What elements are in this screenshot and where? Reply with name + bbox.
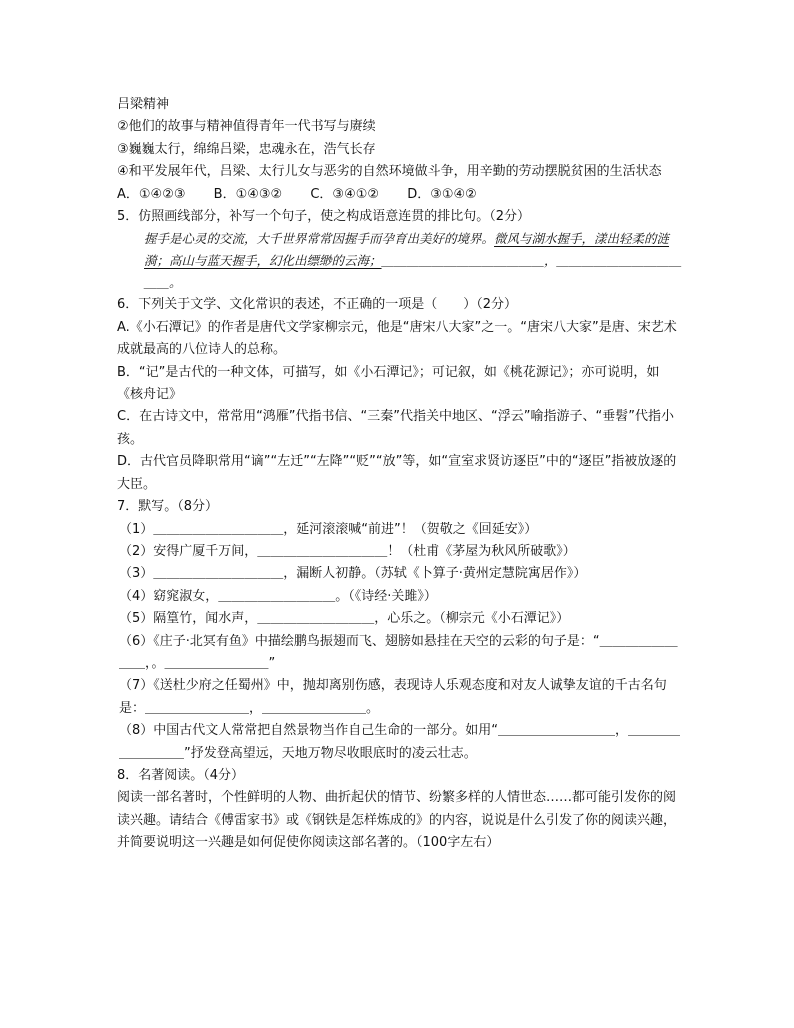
q7-item: （7）《送杜少府之任蜀州》中，抛却离别伤感，表现诗人乐观态度和对友人诚挚友谊的千古名句是：＿＿＿＿＿＿＿＿，＿＿＿＿＿＿＿＿。 [119,678,667,716]
text-line: ②他们的故事与精神值得青年一代书写与赓续 [117,119,376,135]
q6-option-b: B．“记”是古代的一种文体，可描写，如《小石潭记》；可记叙，如《桃花源记》；亦可说明，如《核舟记》 [117,364,660,403]
q5-text-underlined: 微风与湖水握手，漾出轻柔的涟漪；高山与蓝天握手，幻化出缥缈的云海； [144,231,670,269]
q5-stem: 5．仿照画线部分，补写一个句子，使之构成语意连贯的排比句。（2分） [117,209,531,225]
option-b: B．①④③② [213,186,283,202]
q6-option-a: A.《小石潭记》的作者是唐代文学家柳宗元，他是“唐宋八大家”之一。“唐宋八大家”是唐、宋艺术成就最高的八位诗人的总称。 [117,319,677,358]
q6-stem: 6．下列关于文学、文化常识的表述，不正确的一项是（ ）（2分） [117,297,518,313]
q7-item: （6）《庄子·北冥有鱼》中描绘鹏鸟振翅而飞、翅膀如悬挂在天空的云彩的句子是：“＿＿＿＿＿＿＿＿，。＿＿＿＿＿＿＿＿” [119,633,678,671]
q5-blank-2: ＿＿＿＿＿＿＿＿＿＿＿＿。 [144,253,682,291]
q8-body: 阅读一部名著时，个性鲜明的人物、曲折起伏的情节、纷繁多样的人情世态……都可能引发你的阅读兴趣。请结合《傅雷家书》或《钢铁是怎样炼成的》的内容，说说是什么引发了你的阅读兴趣，并简要说明这一兴趣是如何促使你阅读这部名著的。（100字左右） [117,790,677,851]
q8-stem: 8．名著阅读。（4分） [117,767,245,783]
q6-option-c: C．在古诗文中，常常用“鸿雁”代指书信、“三秦”代指关中地区、“浮云”喻指游子、“垂髫”代指小孩。 [117,409,674,447]
option-a: A．①④②③ [117,186,186,202]
option-d: D．③①④② [407,186,477,202]
text-line: ④和平发展年代，吕梁、太行儿女与恶劣的自然环境做斗争，用辛勤的劳动摆脱贫困的生活状态 [117,164,662,180]
text-line: 吕梁精神 [117,97,170,112]
q5-passage [117,228,682,294]
q6-option-d: D．古代官员降职常用“谪”“左迁”“左降”“贬”“放”等，如“宣室求贤访逐臣”中的“逐臣”指被放逐的大臣。 [117,454,677,492]
q7-item: （1）＿＿＿＿＿＿＿＿＿＿，延河滚滚喊“前进”！（贺敬之《回延安》） [119,521,538,537]
q7-item: （4）窈窕淑女，＿＿＿＿＿＿＿＿＿。（《诗经·关雎》） [119,588,437,604]
q4-options [117,184,682,206]
q5-blank-1: ＿＿＿＿＿＿＿＿＿＿＿＿＿， [381,253,557,269]
q7-stem: 7．默写。（8分） [117,499,219,515]
q5-text-plain: 握手是心灵的交流，大千世界常常因握手而孕育出美好的境界。 [144,231,495,247]
q7-item: （8）中国古代文人常常把自然景物当作自己生命的一部分。如用“＿＿＿＿＿＿＿＿＿，＿＿＿＿＿＿＿＿＿”抒发登高望远，天地万物尽收眼底时的凌云壮志。 [119,723,681,761]
q7-item: （2）安得广厦千万间，＿＿＿＿＿＿＿＿＿＿！（杜甫《茅屋为秋风所破歌》） [119,543,576,559]
q7-item: （3）＿＿＿＿＿＿＿＿＿＿，漏断人初静。（苏轼《卜算子·黄州定慧院寓居作》） [119,566,587,582]
exam-page [117,94,682,855]
option-c: C．③④①② [310,186,380,202]
text-line: ③巍巍太行，绵绵吕梁，忠魂永在，浩气长存 [117,141,376,157]
q7-item: （5）隔篁竹，闻水声，＿＿＿＿＿＿＿＿＿，心乐之。（柳宗元《小石潭记》） [119,611,570,627]
